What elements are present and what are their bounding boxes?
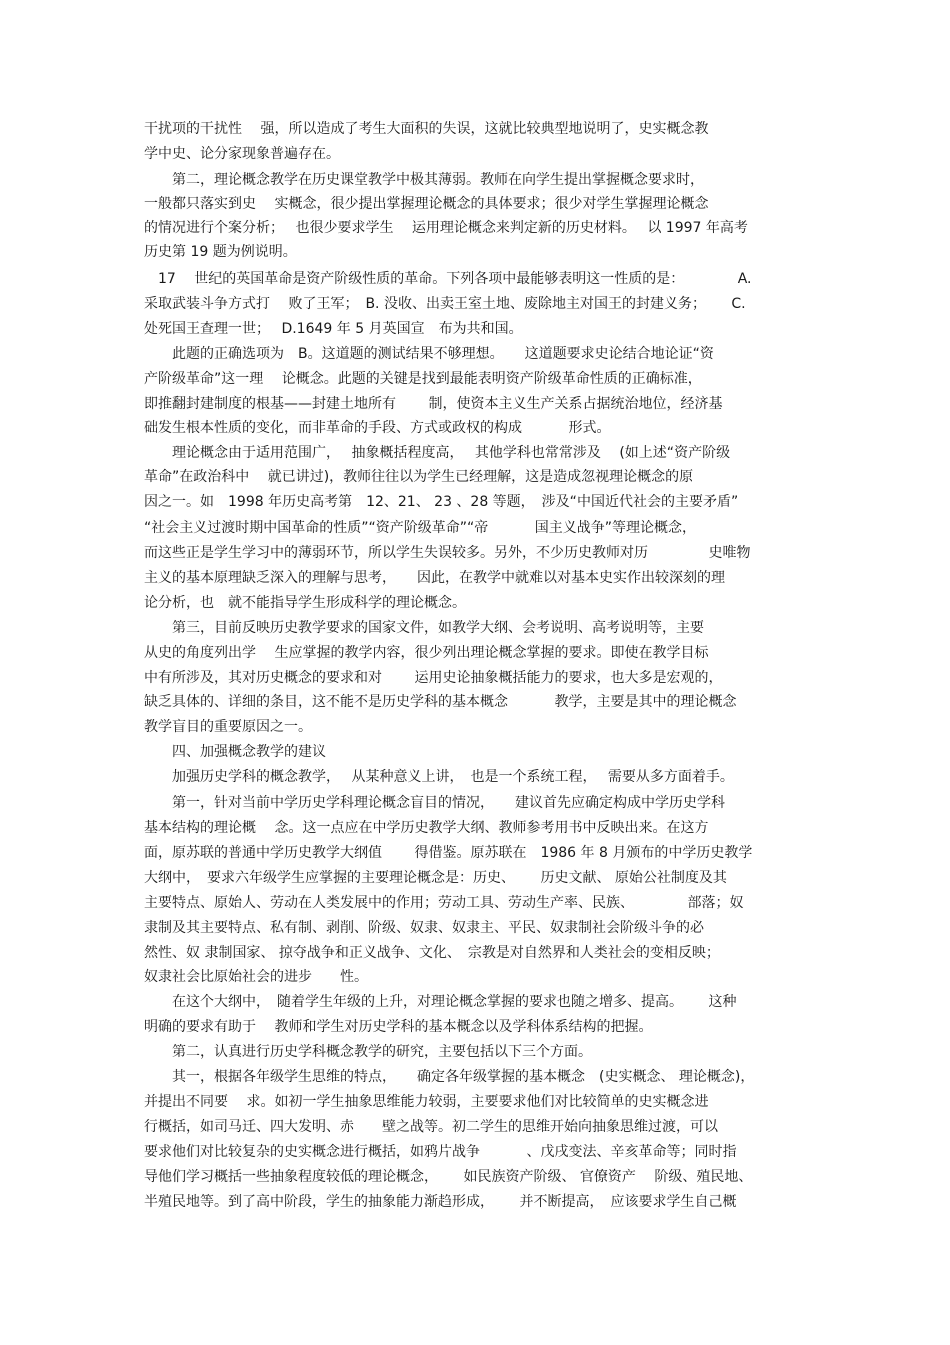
text-line: 17 世纪的英国革命是资产阶级性质的革命。下列各项中最能够表明这一性质的是： A. (144, 271, 752, 287)
text-line: 明确的要求有助于 教师和学生对历史学科的基本概念以及学科体系结构的把握。 (144, 1019, 653, 1035)
text-line: 础发生根本性质的变化，而非革命的手段、方式或政权的构成 形式。 (144, 420, 611, 436)
text-line: 第三，目前反映历史教学要求的国家文件，如教学大纲、会考说明、高考说明等，主要 (144, 620, 704, 636)
text-line: 导他们学习概括一些抽象程度较低的理论概念， 如民族资产阶级、 官僚资产 阶级、殖民地、 (144, 1169, 753, 1185)
text-line: 而这些正是学生学习中的薄弱环节，所以学生失误较多。另外，不少历史教师对历 史唯物 (144, 545, 751, 561)
text-line: 面，原苏联的普通中学历史教学大纲值 得借鉴。原苏联在 1986 年 8 月颁布的中学历史教学 (144, 845, 753, 861)
text-line: 从史的角度列出学 生应掌握的教学内容，很少列出理论概念掌握的要求。即使在教学目标 (144, 645, 709, 661)
text-line: 主要特点、原始人、劳动在人类发展中的作用；劳动工具、劳动生产率、民族、 部落；奴 (144, 895, 744, 911)
text-line: 并提出不同要 求。如初一学生抽象思维能力较弱，主要要求他们对比较简单的史实概念进 (144, 1094, 709, 1110)
text-line: 干扰项的干扰性 强，所以造成了考生大面积的失误，这就比较典型地说明了，史实概念教 (144, 121, 709, 137)
text-line: 四、加强概念教学的建议 (144, 744, 326, 760)
text-line: 的情况进行个案分析； 也很少要求学生 运用理论概念来判定新的历史材料。 以 1997 年高考 (144, 220, 748, 236)
text-line: 论分析，也 就不能指导学生形成科学的理论概念。 (144, 595, 466, 611)
text-line: 缺乏具体的、详细的条目，这不能不是历史学科的基本概念 教学，主要是其中的理论概念 (144, 694, 737, 710)
text-line: 学中史、论分家现象普遍存在。 (144, 146, 340, 162)
text-line: 基本结构的理论概 念。这一点应在中学历史教学大纲、教师参考用书中反映出来。在这方 (144, 820, 709, 836)
text-line: 处死国王查理一世； D.1649 年 5 月英国宣 布为共和国。 (144, 321, 523, 337)
text-line: 要求他们对比较复杂的史实概念进行概括，如鸦片战争 、戊戌变法、辛亥革命等；同时指 (144, 1144, 737, 1160)
text-line: 行概括，如司马迁、四大发明、赤 壁之战等。初二学生的思维开始向抽象思维过渡，可以 (144, 1119, 718, 1135)
text-line: 一般都只落实到史 实概念，很少提出掌握理论概念的具体要求；很少对学生掌握理论概念 (144, 196, 709, 212)
text-line: 加强历史学科的概念教学， 从某种意义上讲， 也是一个系统工程， 需要从多方面着手。 (144, 769, 734, 785)
text-line: 第二，认真进行历史学科概念教学的研究，主要包括以下三个方面。 (144, 1044, 592, 1060)
text-line: 理论概念由于适用范围广， 抽象概括程度高， 其他学科也常常涉及 (如上述“资产阶级 (144, 445, 731, 461)
text-line: 产阶级革命”这一理 论概念。此题的关键是找到最能表明资产阶级革命性质的正确标准， (144, 371, 702, 387)
text-line: 中有所涉及，其对历史概念的要求和对 运用史论抽象概括能力的要求，也大多是宏观的， (144, 670, 723, 686)
text-line: 第一，针对当前中学历史学科理论概念盲目的情况， 建议首先应确定构成中学历史学科 (144, 795, 725, 811)
text-line: 因之一。如 1998 年历史高考第 12、21、 23 、28 等题， 涉及“中国近代社会的主要矛盾” (144, 494, 739, 510)
text-line: 教学盲目的重要原因之一。 (144, 719, 312, 735)
text-line: 半殖民地等。到了高中阶段，学生的抽象能力渐趋形成， 并不断提高， 应该要求学生自己概 (144, 1194, 737, 1210)
text-line: 历史第 19 题为例说明。 (144, 244, 297, 260)
text-line: 然性、奴 隶制国家、 掠夺战争和正义战争、文化、 宗教是对自然界和人类社会的变相反映； (144, 945, 720, 961)
text-line: “社会主义过渡时期中国革命的性质”“资产阶级革命”“帝 国主义战争”等理论概念， (144, 520, 696, 536)
text-line: 在这个大纲中， 随着学生年级的上升，对理论概念掌握的要求也随之增多、提高。 这种 (144, 994, 737, 1010)
text-line: 即推翻封建制度的根基——封建土地所有 制，使资本主义生产关系占据统治地位，经济基 (144, 396, 723, 412)
text-line: 奴隶社会比原始社会的进步 性。 (144, 969, 368, 985)
text-line: 主义的基本原理缺乏深入的理解与思考， 因此，在教学中就难以对基本史实作出较深刻的理 (144, 570, 725, 586)
text-line: 革命”在政治科中 就已讲过)，教师往往以为学生已经理解，这是造成忽视理论概念的原 (144, 469, 694, 485)
text-line: 其一，根据各年级学生思维的特点， 确定各年级掌握的基本概念 (史实概念、 理论概念)， (144, 1069, 755, 1085)
text-line: 隶制及其主要特点、私有制、剥削、阶级、奴隶、奴隶主、平民、奴隶制社会阶级斗争的必 (144, 920, 704, 936)
text-line: 大纲中， 要求六年级学生应掌握的主要理论概念是：历史、 历史文献、 原始公社制度及其 (144, 870, 727, 886)
text-line: 第二，理论概念教学在历史课堂教学中极其薄弱。教师在向学生提出掌握概念要求时， (144, 172, 704, 188)
text-line: 此题的正确选项为 B。这道题的测试结果不够理想。 这道题要求史论结合地论证“资 (144, 346, 714, 362)
text-line: 采取武装斗争方式打 败了王军； B. 没收、出卖王室土地、废除地主对国王的封建义务； C. (144, 296, 746, 312)
